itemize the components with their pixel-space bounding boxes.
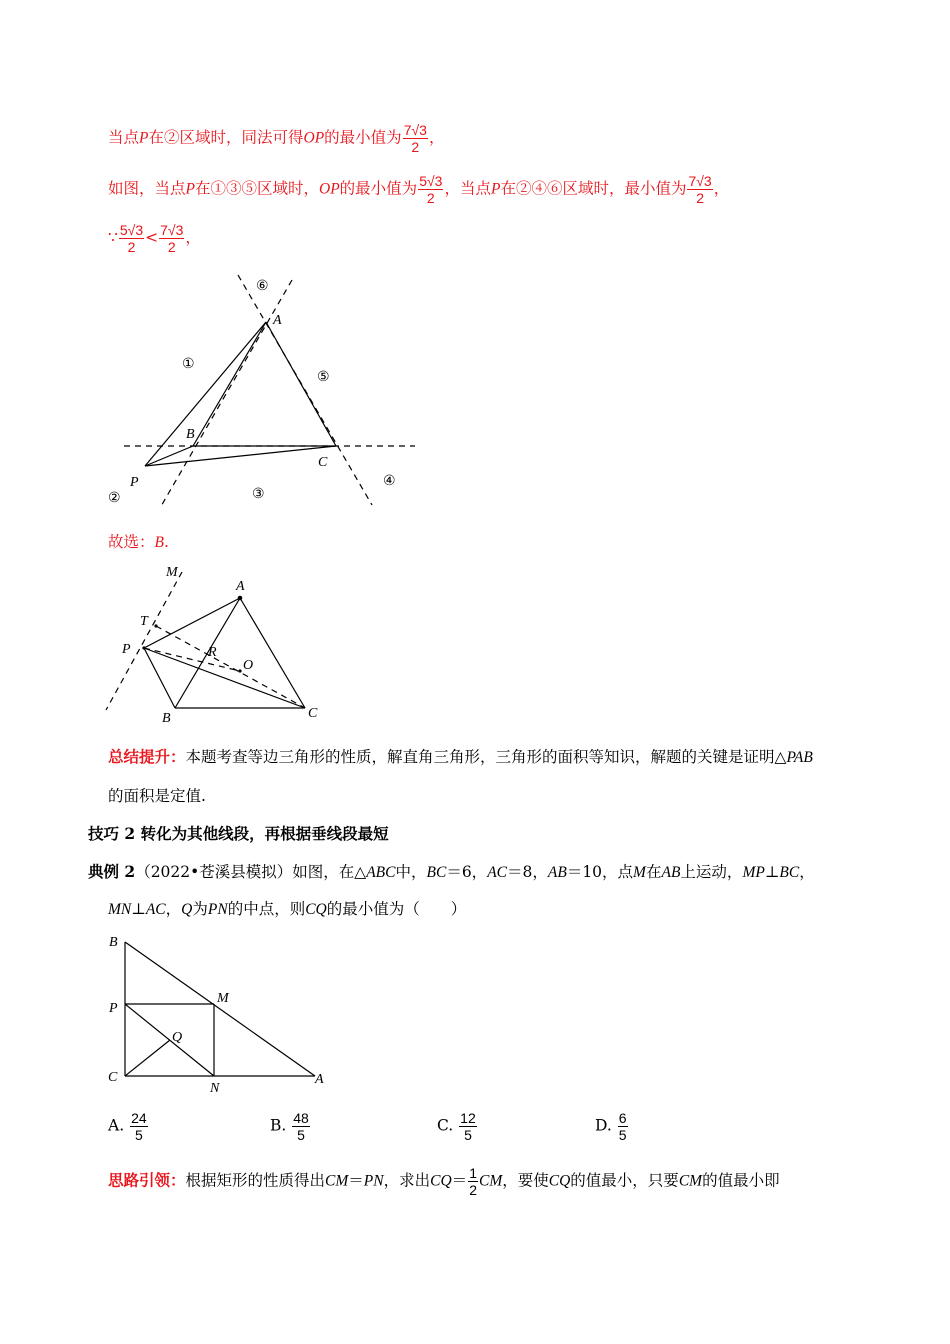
solution-line-3 <box>108 222 201 255</box>
text: ， <box>713 179 730 198</box>
figure-right-triangle <box>100 930 340 1095</box>
option-c[interactable]: C. $\frac{12}{5}$ <box>437 1110 476 1143</box>
segment-pb <box>144 648 175 708</box>
region-label: ⑤ <box>317 370 330 385</box>
var-op: OP <box>319 180 340 198</box>
text: 在②④⑥区域时，最小值为 <box>500 179 687 198</box>
text: 本题考查等边三角形的性质，解直角三角形，三角形的面积等知识，解题的关键是证明△ <box>185 748 787 766</box>
var-p: P <box>185 180 195 198</box>
segment-pa <box>145 322 266 466</box>
side-ac <box>240 598 305 708</box>
fraction: $\frac{7√3}{2}$ <box>688 173 712 206</box>
figure-regions-triangle <box>100 270 430 515</box>
dashed-line-pm <box>106 572 182 710</box>
section-heading <box>88 822 389 844</box>
dashed-line-tc <box>156 626 305 708</box>
var-p: P <box>490 180 501 198</box>
section-title: 技巧 2 转化为其他线段，再根据垂线段最短 <box>88 824 389 843</box>
var-op: OP <box>303 129 325 147</box>
summary-line-1 <box>108 745 813 767</box>
answer-line <box>108 530 169 552</box>
point-p <box>142 646 145 649</box>
fraction: $\frac{12}{5}$ <box>460 1110 476 1143</box>
point-label-a: A <box>273 313 282 328</box>
var-p: P <box>139 129 149 147</box>
figure-triangle-pabc <box>100 558 340 728</box>
fraction: $\frac{5√3}{2}$ <box>419 173 443 206</box>
example-line-1: 典例 2（2022•苍溪县模拟）如图，在△ABC中，BC＝6，AC＝8，AB＝10，点M在AB上运动，MP⊥BC， <box>88 862 815 881</box>
segment-pc <box>145 446 336 466</box>
point-label-c: C <box>308 706 318 721</box>
point-t <box>154 624 157 627</box>
region-label: ① <box>182 357 195 372</box>
point-label-p: P <box>130 475 139 490</box>
text: ， <box>428 128 445 147</box>
option-a[interactable]: A. $\frac{24}{5}$ <box>108 1110 147 1143</box>
fraction: $\frac{7√3}{2}$ <box>160 222 184 255</box>
text: 的面积是定值. <box>108 787 206 805</box>
point-label-n: N <box>210 1081 220 1095</box>
text: 如图，当点 <box>108 179 186 198</box>
therefore-symbol: ∵ <box>108 228 118 247</box>
solution-line-2 <box>108 173 729 206</box>
point-label-t: T <box>140 614 148 629</box>
summary-label: 总结提升： <box>108 747 186 766</box>
text: 在②区域时，同法可得 <box>148 128 304 147</box>
fraction: $\frac{24}{5}$ <box>131 1110 147 1143</box>
point-label-a: A <box>236 579 245 594</box>
side-ab <box>125 942 315 1076</box>
segment-cq <box>125 1040 170 1076</box>
region-label: ⑥ <box>256 279 269 294</box>
point-label-m: M <box>166 565 178 580</box>
point-label-a: A <box>315 1072 324 1087</box>
text: ， <box>185 228 201 247</box>
region-label: ④ <box>383 474 396 489</box>
option-d[interactable]: D. $\frac{6}{5}$ <box>595 1110 627 1143</box>
hint-label: 思路引领： <box>108 1170 186 1190</box>
point-label-b: B <box>109 935 118 950</box>
text: 当点 <box>108 128 140 147</box>
fraction: $\frac{5√3}{2}$ <box>119 222 144 255</box>
fraction: $\frac{1}{2}$ <box>469 1165 477 1198</box>
summary-line-2 <box>108 784 206 806</box>
less-than: < <box>145 228 159 247</box>
text: ，当点 <box>444 179 491 198</box>
point-label-p: P <box>109 1001 118 1016</box>
fraction: $\frac{7√3}{2}$ <box>403 122 427 155</box>
text: 的最小值为 <box>324 128 402 147</box>
example-line-2: MN⊥AC，Q为PN的中点，则CQ的最小值为（ ） <box>108 900 467 918</box>
fraction: $\frac{48}{5}$ <box>293 1110 309 1143</box>
dashed-line-po <box>144 648 240 671</box>
option-b[interactable]: B. $\frac{48}{5}$ <box>270 1110 309 1143</box>
solution-line-1 <box>108 122 444 155</box>
point-label-b: B <box>186 427 195 442</box>
fraction: $\frac{6}{5}$ <box>618 1110 627 1143</box>
point-label-p: P <box>122 642 131 657</box>
point-label-c: C <box>108 1070 118 1085</box>
point-label-m: M <box>217 991 229 1006</box>
answer-choice: B <box>154 534 164 551</box>
segment-pc <box>144 648 305 708</box>
text: . <box>163 533 169 551</box>
point-o <box>238 669 241 672</box>
text: （2022•苍溪县模拟）如图，在△ <box>135 863 367 881</box>
hint-line: 思路引领：根据矩形的性质得出CM＝PN，求出CQ＝ $\frac{1}{2}$ CM，要使CQ的值最小，只要CM的值最小即 <box>108 1165 780 1198</box>
side-ab <box>193 322 266 446</box>
point-a <box>238 596 243 601</box>
point-label-c: C <box>318 455 328 470</box>
point-label-o: O <box>243 658 254 673</box>
text: 故选： <box>108 533 155 551</box>
region-label: ③ <box>252 487 265 502</box>
example-label: 典例 2 <box>88 862 136 881</box>
text: 的最小值为 <box>339 179 418 198</box>
region-label: ② <box>108 491 121 506</box>
point-label-q: Q <box>172 1030 183 1045</box>
text: 在①③⑤区域时， <box>194 179 319 198</box>
var-pab: PAB <box>786 749 813 766</box>
point-label-b: B <box>162 711 171 726</box>
point-label-r: R <box>208 645 217 660</box>
